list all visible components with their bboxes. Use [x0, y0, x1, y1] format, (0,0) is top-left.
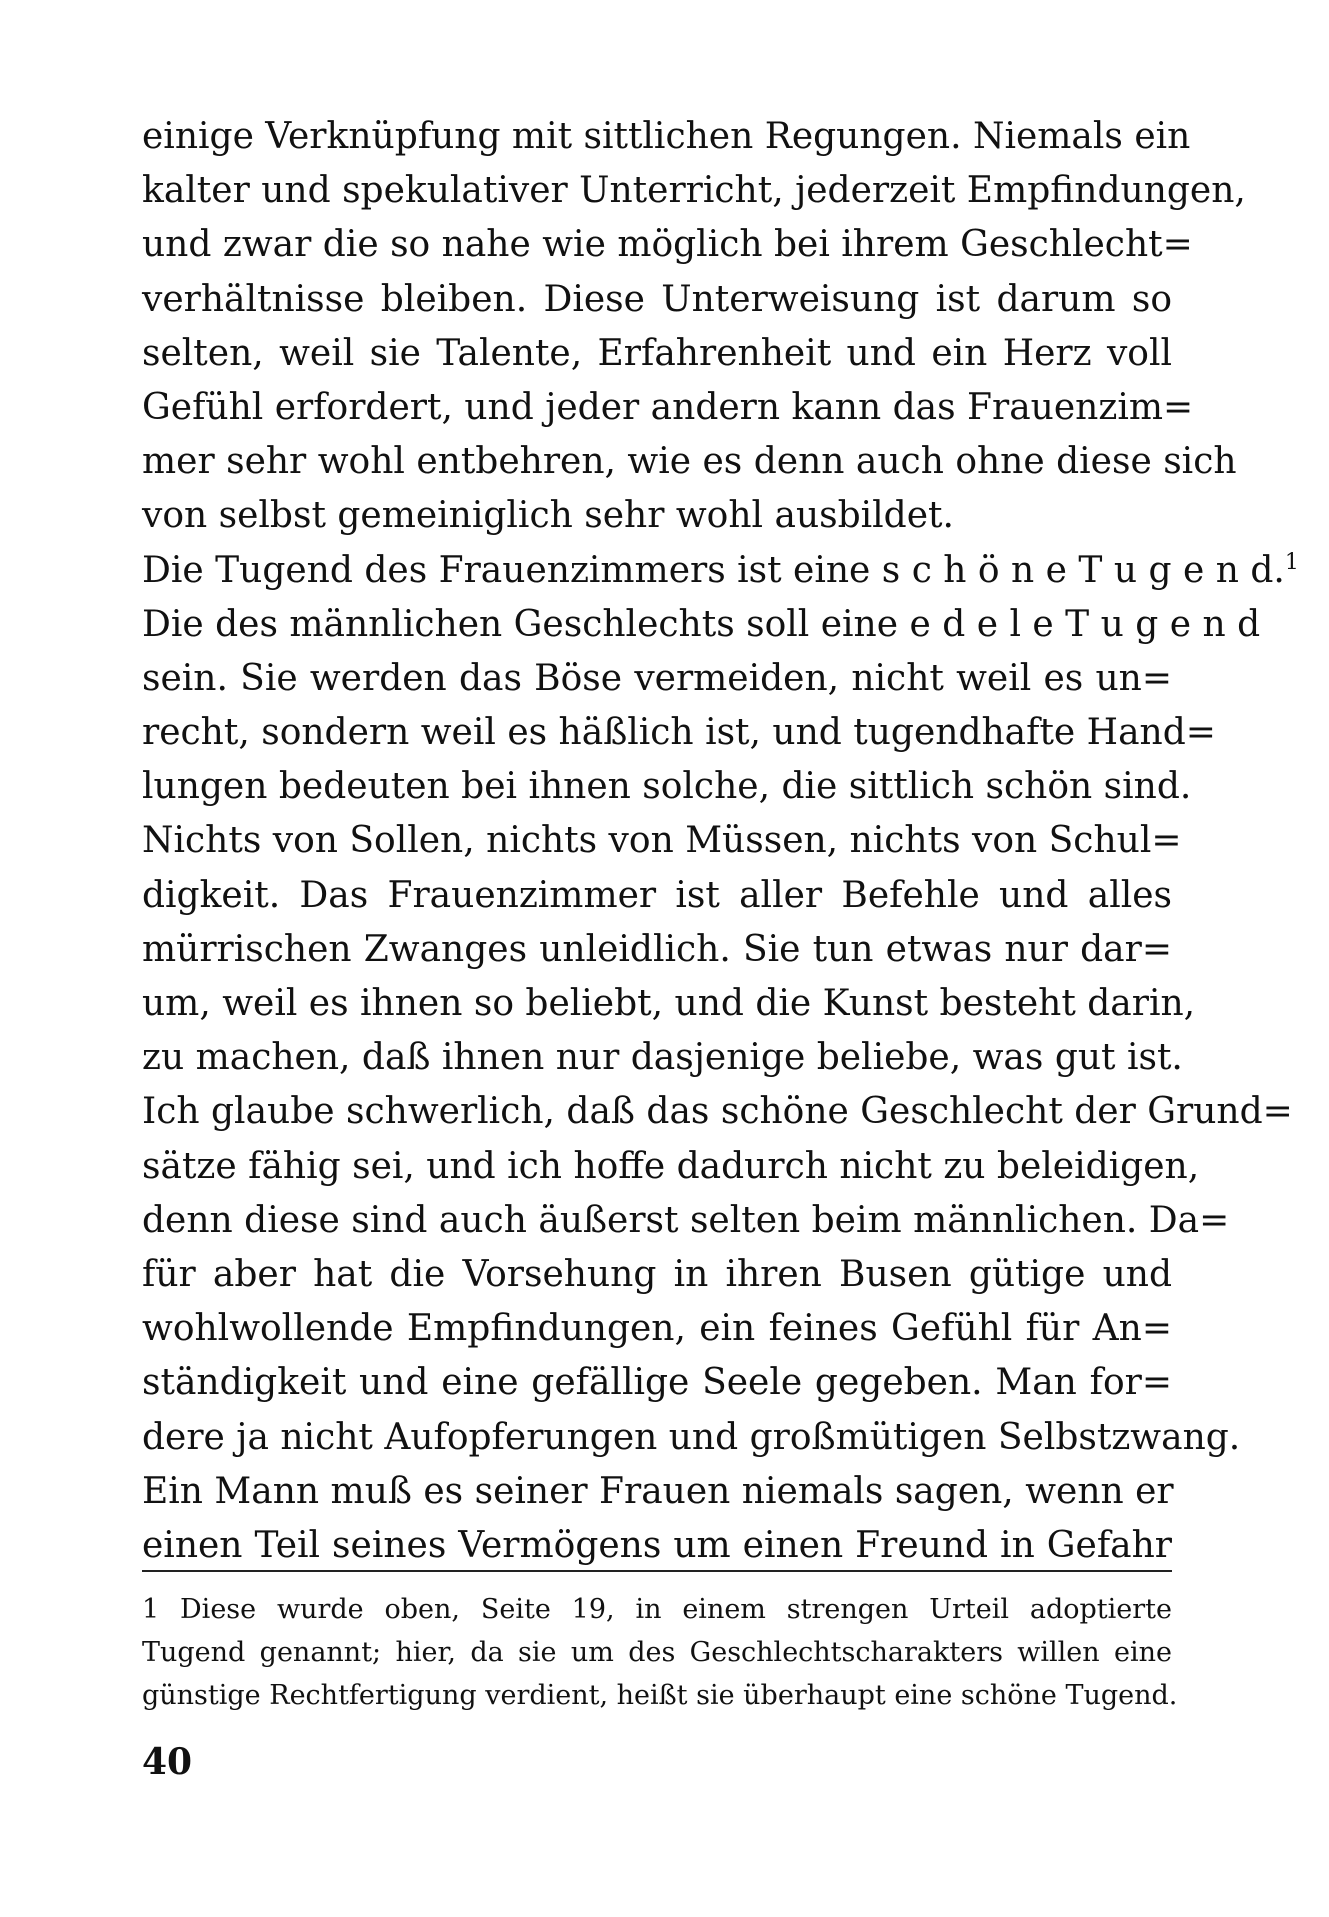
text-line: Ein Mann muß es seiner Frauen niemals sagen, wenn er: [142, 1470, 1174, 1512]
text-line: sein. Sie werden das Böse vermeiden, nicht weil es un=: [142, 657, 1172, 699]
footnote-reference: 1: [1284, 549, 1299, 575]
text-line: digkeit. Das Frauenzimmer ist aller Befehle und alles: [142, 874, 1172, 916]
footnote-divider: [142, 1570, 1172, 1572]
text-line: sätze fähig sei, und ich hoffe dadurch nicht zu beleidigen,: [142, 1145, 1200, 1187]
text-line: mürrischen Zwanges unleidlich. Sie tun etwas nur dar=: [142, 928, 1172, 970]
text-line: Die Tugend des Frauenzimmers ist eine s c h ö n e T u g e n d.: [142, 549, 1285, 591]
footnote-line: 1 Diese wurde oben, Seite 19, in einem strengen Urteil adoptierte: [142, 1594, 1172, 1625]
footnote-line: Tugend genannt; hier, da sie um des Geschlechtscharakters willen eine: [142, 1637, 1172, 1668]
text-line: Gefühl erfordert, und jeder andern kann das Frauenzim=: [142, 386, 1194, 428]
text-line: um, weil es ihnen so beliebt, und die Kunst besteht darin,: [142, 983, 1196, 1024]
text-line: wohlwollende Empfindungen, ein feines Gefühl für An=: [142, 1308, 1172, 1350]
text-line: selten, weil sie Talente, Erfahrenheit und ein Herz voll: [142, 332, 1172, 374]
text-line-with-footnote-ref: [142, 544, 1299, 598]
text-line: einen Teil seines Vermögens um einen Freund in Gefahr: [142, 1524, 1172, 1566]
footnote: [142, 1588, 1178, 1717]
text-line: denn diese sind auch äußerst selten beim männlichen. Da=: [142, 1199, 1230, 1241]
text-line: verhältnisse bleiben. Diese Unterweisung ist darum so: [142, 278, 1172, 320]
text-line: ständigkeit und eine gefällige Seele gegeben. Man for=: [142, 1362, 1172, 1404]
text-line: Nichts von Sollen, nichts von Müssen, nichts von Schul=: [142, 820, 1182, 862]
text-line: lungen bedeuten bei ihnen solche, die sittlich schön sind.: [142, 766, 1192, 808]
body-text: [142, 110, 1299, 1573]
text-line: kalter und spekulativer Unterricht, jederzeit Empfindungen,: [142, 170, 1246, 212]
footnote-line: günstige Rechtfertigung verdient, heißt sie überhaupt eine schöne Tugend.: [142, 1680, 1178, 1711]
text-line: recht, sondern weil es häßlich ist, und tugendhafte Hand=: [142, 712, 1216, 754]
text-line: zu machen, daß ihnen nur dasjenige beliebe, was gut ist.: [142, 1037, 1183, 1079]
text-line: Ich glaube schwerlich, daß das schöne Geschlecht der Grund=: [142, 1091, 1293, 1133]
text-line: dere ja nicht Aufopferungen und großmütigen Selbstzwang.: [142, 1416, 1241, 1458]
text-line: Die des männlichen Geschlechts soll eine e d e l e T u g e n d: [142, 603, 1261, 645]
text-line: mer sehr wohl entbehren, wie es denn auch ohne diese sich: [142, 441, 1237, 483]
page-number: 40: [142, 1741, 193, 1783]
text-line: und zwar die so nahe wie möglich bei ihrem Geschlecht=: [142, 224, 1193, 266]
text-line: für aber hat die Vorsehung in ihren Busen gütige und: [142, 1253, 1172, 1295]
text-line: von selbst gemeiniglich sehr wohl ausbildet.: [142, 495, 954, 537]
text-line: einige Verknüpfung mit sittlichen Regungen. Niemals ein: [142, 116, 1191, 157]
